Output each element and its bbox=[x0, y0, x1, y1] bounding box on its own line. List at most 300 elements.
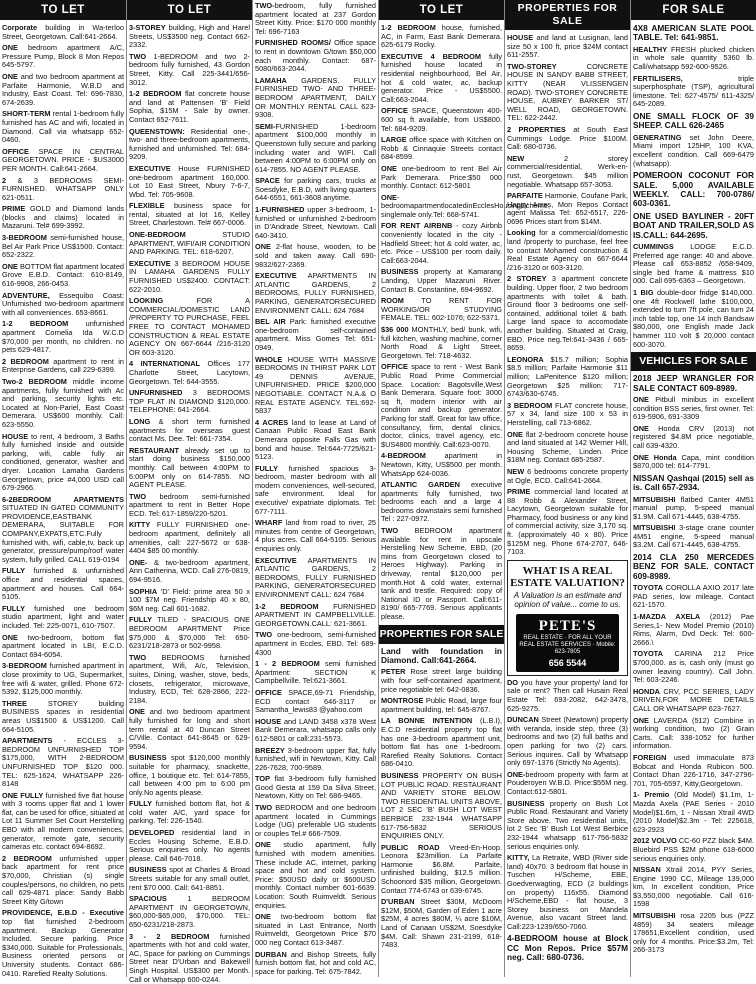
ad-body: business space for rental, situated at lot 16, Kelley Street, Charlestown. Tel# 667-0006. bbox=[129, 201, 250, 228]
ad-body: LAVERDA (512) Combine in working condition, two (2) Grain Carts. Call: 338-1052 for further information. bbox=[633, 715, 754, 751]
classified-ad bbox=[633, 584, 754, 610]
classified-ad bbox=[2, 737, 124, 789]
classified-ad bbox=[129, 360, 250, 386]
ad-body: one-bedroom, semi-furnished apartment in Eccles, EBD. Tel: 689-4300 bbox=[255, 630, 376, 657]
ad-body: (2012) Pae Series,1- New Model Premio (2010) Rims, Alarm, Dvd Deck. Tel: 600-2666.\ bbox=[633, 612, 754, 647]
classified-ad bbox=[633, 171, 754, 209]
ad-body: land from road to river, 25 minutes from centre of Georgetown, 4 plus acres. Call 664-5105. Serious enquiries only. bbox=[255, 518, 376, 554]
ad-lead: SPACE bbox=[255, 176, 280, 186]
ad-body: Rose street large building with four self-contained apartment, price negotiable tel: 642-0836. bbox=[381, 667, 502, 694]
ad-body: BEDROOM and one bedroom apartment located in Cummings Lodge (UG) preferable UG students or couples Tel.# 666-7509. bbox=[255, 803, 376, 838]
ad-lead: DO bbox=[507, 677, 519, 687]
ad-lead: 4 ACRES bbox=[255, 417, 289, 427]
ad-lead: ONE bbox=[255, 840, 271, 850]
ad-lead: FULLY bbox=[129, 799, 152, 809]
ad-lead: 2 bbox=[2, 175, 7, 185]
ad-lead: 2012 VOLVO bbox=[633, 836, 677, 846]
classified-ad bbox=[507, 679, 628, 713]
classified-ad bbox=[507, 800, 628, 852]
classified-ad bbox=[255, 660, 376, 686]
ad-body: TO RENT FOR WORKING/OR STUDYING FEMALE. TEL: 602-1076; 622-5371. bbox=[381, 296, 502, 323]
ad-body: flat 3-bedroom fully furnished Good Gesta at 159 Da Silva Street, Newtown, Kitty on Tel: 686-9465. bbox=[255, 774, 376, 801]
ad-body: & two-bedroom apartment, Ann Catherina, WCD. Call 276-0819, 694-9516. bbox=[129, 557, 250, 585]
ad-lead: ONE bbox=[381, 192, 397, 202]
ad-lead: Looking bbox=[507, 228, 536, 238]
ad-lead: TWO- bbox=[255, 1, 275, 10]
promo-logo bbox=[516, 614, 619, 672]
classified-ad bbox=[255, 177, 376, 203]
ad-lead: HOUSE bbox=[255, 716, 282, 726]
classified-ad bbox=[2, 292, 124, 318]
ad-lead: ONE bbox=[2, 261, 18, 271]
ad-body: upper 3-bedroom, 1-furnished or unfurnished 2-bedroom in D'Andrade Street, Newtown. Call 640-3410. bbox=[255, 205, 376, 240]
promo-phone: 656 5544 bbox=[548, 657, 587, 668]
ad-body: FURNISHED 1-bedroom apartment $100,000 monthly in Queenstown fully secure and parking including water and WIFI. Call between 4:00PM to 6:00PM only on 614-7855. NO AGENT PLEASE. bbox=[255, 121, 376, 174]
classified-ad bbox=[255, 718, 376, 744]
ad-lead: OFFICE bbox=[255, 687, 282, 697]
ad-body: 3-bedroom upper flat, fully furnished, wifi in Newtown, Kitty. Call 226-7628, 700-9589. bbox=[255, 745, 376, 772]
classified-ad bbox=[381, 452, 502, 478]
ad-lead: BUSINESS bbox=[381, 267, 419, 277]
classified-ad bbox=[255, 123, 376, 175]
classified-ad bbox=[507, 854, 628, 931]
classified-ad bbox=[633, 553, 754, 581]
ad-body: Xtrail 2014, PYY Series, Engine 1990 CC, Mileage 139,000 km, In excellent condition, Price $3,550,000 negotiable. Call 616-1598 bbox=[633, 865, 754, 909]
ad-lead: 4-BEDROOM house at Block CC Mon Repos. Price $57M neg. Call: 680-0736. bbox=[507, 933, 628, 963]
ad-lead: FOR RENT AIRBNB bbox=[381, 221, 453, 231]
ad-lead: ONE bbox=[255, 242, 271, 252]
ad-lead: LA BONNE INTENTION bbox=[381, 716, 473, 726]
real-estate-promo bbox=[507, 560, 628, 676]
classified-ad bbox=[129, 616, 250, 650]
ad-body: flatbed Canter 4M51 manual pump, 5-speed manual $1.9M. Call 671-4445, 638-4755. bbox=[633, 494, 754, 521]
ad-lead: PRIME bbox=[507, 487, 531, 497]
ad-body: one-bedroom to rent Bel Air Park Demerara. Price:$50 000 monthly. Contact: 612-5801 bbox=[381, 163, 502, 191]
ad-lead: TWO-STOREY bbox=[507, 61, 557, 71]
classified-ad bbox=[381, 668, 502, 694]
ad-lead: BUSINESS bbox=[129, 865, 167, 875]
ad-lead: 2018 JEEP WRANGLER FOR SALE CONTACT 609-8989. bbox=[633, 373, 754, 393]
ad-body: for parking cars, trucks at Soesdyke, E.B.D, with living quarters 644-6551, 661-3608 anytime. bbox=[255, 176, 376, 203]
classified-ad bbox=[2, 496, 124, 565]
classified-ad bbox=[129, 24, 250, 50]
classified-ad bbox=[633, 289, 754, 349]
ad-body: CRV, PCC SERIES, LADY DRIVEN,FOR MORE DETAILS CALL OR WHATSAPP 623-7627. bbox=[633, 686, 754, 713]
ad-lead: DURBAN bbox=[255, 949, 287, 959]
ad-body: rosa 2205 bus (PZZ 4859) 34 seaters mileage 178651,Excellent condition, used only for 4 months. Price:$3.2m, Tel: 266-3173 bbox=[633, 911, 754, 955]
ad-lead: KITTY bbox=[129, 520, 151, 530]
ad-lead: 1-2 BEDROOM bbox=[2, 319, 69, 329]
ad-lead: TWO bbox=[255, 803, 273, 813]
ad-lead: 3-BEDROOM bbox=[2, 233, 47, 243]
ad-list bbox=[255, 0, 376, 976]
ad-body: - cozy Airbnb conveniently located in the city - Hadfield Street; hot & cold water, ac, etc. Price - US$100 per room daily. Call:663-2044. bbox=[381, 221, 503, 265]
ad-lead: GENERATING bbox=[633, 132, 682, 142]
promo-brand: PETE'S bbox=[538, 617, 597, 634]
classified-ad bbox=[129, 53, 250, 87]
classified-ad bbox=[255, 465, 376, 517]
ad-lead: HONDA bbox=[633, 686, 660, 696]
ad-body: 3 BEDROOM HOUSE IN LAMAHA GARDENS FULLY FURNISHED US$2400. CONTACT: 622-2010. bbox=[129, 258, 250, 294]
ad-lead: FULLY bbox=[2, 603, 25, 613]
classified-ad bbox=[507, 488, 628, 557]
ad-lead: DUNCAN bbox=[507, 715, 539, 725]
ad-body: MONTHLY, bed/ bunk, wifi, full kitchen, washing machine, corner North Road & Light Street, Georgetown. Tel: 718-4632. bbox=[381, 325, 502, 360]
column-2-to-let bbox=[126, 0, 252, 984]
ad-lead: NISSAN Qashqai (2015) sell as is. Call 657-2934. bbox=[633, 472, 754, 493]
ad-body: building in Wa-terloo Street, Georgetown. Call:641-2664. bbox=[2, 23, 124, 41]
ad-lead: WHOLE bbox=[255, 354, 283, 364]
ad-body: LODGE E.C.D. Preferred age range: 40 and above. Please call 653-8852 /658-9409, single bed frame & mattress $10 000. Call 695-6363 – Georgetown. bbox=[633, 242, 754, 286]
ad-lead: 3 - 2 BEDROOM bbox=[129, 931, 210, 941]
ad-lead: ONE bbox=[633, 423, 649, 433]
ad-lead: ONE USED BAYLINER - 20FT BOAT AND TRAILER,SOLD AS IS.CALL: 644-2695. bbox=[633, 210, 754, 240]
ad-lead: ONE- bbox=[507, 769, 526, 779]
ad-lead: ONE-BEDROOM bbox=[129, 230, 186, 240]
ad-body: BEDROOM apartment available for rent in upscale Herstelling New Scheme, EBD, (20 mins from Georgetown closed to Heroes Highway). Parking in driveway, rental $120,000 per month.Hot & cold water, external tank and trestle. Required: copy of National ID or Passport. Call:611-8190/ 665-7769. Serious applicants please. bbox=[381, 526, 502, 621]
classified-ad bbox=[255, 243, 376, 269]
ad-lead: SEMI- bbox=[255, 121, 276, 131]
ad-lead: 4 INTERNATIONAL bbox=[129, 359, 201, 369]
ad-body: 2-flat house, wooden, to be sold and taken away. Call 690-9832/627-2369. bbox=[255, 242, 376, 269]
ad-lead: 1-2 BEDROOM bbox=[381, 23, 436, 32]
column-header: TO LET bbox=[127, 0, 252, 20]
column-5-properties bbox=[504, 0, 630, 977]
ad-lead: 2 PROPERTIES bbox=[507, 124, 566, 134]
ad-body: semi-furnished house, Bel Air Park Price US$1500. Contact: 652-2322. bbox=[2, 233, 124, 260]
ad-body: Offices 177 Charlotte Street, Lacytown, Georgetown. Tel: 644-3555. bbox=[129, 359, 250, 386]
ad-body: 1-BEDROOM and two 2-bedroom fully furnished, 43 Gordon Street, Kitty. Call 225-3441/656-3012. bbox=[129, 51, 250, 87]
classified-ad bbox=[255, 2, 376, 36]
ad-body: Park: furnished executive one-bedroom self-contained apartment. Miss Gomes Tel: 651-0949. bbox=[255, 317, 376, 352]
classified-ad bbox=[633, 75, 754, 109]
classified-ad bbox=[381, 844, 502, 896]
classified-ad bbox=[255, 804, 376, 838]
ad-lead: CUMMINGS bbox=[633, 242, 674, 251]
classified-ad bbox=[255, 747, 376, 773]
classified-ad bbox=[633, 524, 754, 550]
ad-lead: PROVIDENCE, E.B.D - Executive bbox=[2, 908, 124, 918]
ad-lead: HEALTHY bbox=[633, 44, 668, 54]
ad-body: -bedroomapartmentlocatedinEcclesHousingScheme, singlemale only.Tel: 668-5741. bbox=[381, 192, 550, 219]
ad-body: STUDIO APARTMENT, WIFI/AIR CONDITION AND PARKING. TEL: 618-6207. bbox=[129, 230, 250, 257]
classified-ad bbox=[255, 603, 376, 629]
ad-body: Harmonie, Coufane Park, Happy Acres, Mon Repos Contact agent Malissa Tel: 652-6517, 226-0696 Prices start from $14M. bbox=[507, 191, 628, 226]
ad-lead: FURNISHED ROOMS/ bbox=[255, 38, 331, 48]
ad-body: used immaculate 873 Bobcat and Honda Rubicon 500. Contact Dhan 226-1716, 347-2796-701, 705-6597, Kitty,Georgetown. bbox=[633, 752, 754, 788]
classified-ad bbox=[381, 363, 502, 449]
ad-body: Vreed-En-Hoop. Leonora $23million. La Parfaite Harmonie $6.8M. Parfaite, unfinished building, $12.5 million. Schoonord $35 million, Georgetown. Contact 774-6743 or 639-6745. bbox=[381, 842, 502, 895]
ad-body: property on Bush Lot Public Road. Restaurant and Variety Store above. Two residential units, lot 2 Sec 'B' Bush Lot West Berbice 232-1944 whatsapp 617-756-5832 serious enquiries only. bbox=[507, 798, 628, 851]
promo-question: WHAT IS A REAL ESTATE VALUATION? bbox=[510, 564, 625, 589]
ad-body: 3 apartment concrete building. Upper floor, 2 two bedroom apartments with toilet & bath. Ground floor 3 bedrooms one self-contained, additional toilet & bath. Large land space to accomodate another building. Situated at Craig, EBD. Price neg.Tel:641-3436 / 665-8659. bbox=[507, 274, 628, 353]
ad-body: property at Kamarang Landing, Upper Mazaruni River. Contact B. Constantine, 694-9692. bbox=[381, 267, 502, 294]
ad-lead: SPACIOUS bbox=[129, 894, 167, 904]
classified-ad bbox=[2, 792, 124, 852]
classified-ad bbox=[507, 63, 628, 123]
ad-lead: BEL AIR bbox=[255, 317, 286, 327]
ad-lead: 1-2 BEDROOM bbox=[255, 601, 319, 611]
ad-lead: ONE bbox=[129, 707, 145, 717]
classified-ad bbox=[129, 866, 250, 892]
ad-body: studio apartment, fully furnished with modern amenities. These include AC, internet, parking space and hot and cold system. Price: $50USD daily or $600USD monthly. Contact number 601-6639. Location: South Ruimveldt. Serious enquiries. bbox=[255, 840, 376, 910]
classified-ad bbox=[129, 447, 250, 490]
ad-lead: ROOM bbox=[381, 296, 404, 306]
ad-body: middle income apartments, fully furnished with Ac and parking, security lights etc. Located at Non-Pariel, East Coast Demerara. US$600 monthly. Call: 623-5550. bbox=[2, 376, 125, 429]
classified-ad bbox=[507, 192, 628, 226]
ad-body: HOUSE WITH MASSIVE BEDROOMS IN THIRST PARK LOT 49 DENNIS AVENUE, UNFURNISHED. PRICE $200,000 NEGOTIABLE. CONTACT N.A.& O REAL ESTATE AGENCY. TEL:692-5837 bbox=[255, 354, 376, 416]
ad-body: Street $30M, McDoom $12M, $50M, Garden of Eden 1 acre $25M, 4 acres $80M, ¼ acre $10M, Land of Canaan US$2M, Soesdyke $4M. Call: Shawn 231-2199, 618-7483. bbox=[381, 897, 502, 950]
ad-lead: MITSUBISHI bbox=[633, 494, 676, 504]
ad-body: La Retraite, WBD (River side land) 40x70. 3 bedroom flat house in Tuschen H/Scheme, EBE, Goedverwagting, ECD (2 buildings on property) 116x55. Diamond H/Scheme,EBD - flat house, 3 Storey business on Mandela Avenue, also vacant Street land. Call:223-1239/650-7060. bbox=[507, 853, 628, 931]
classified-ad bbox=[381, 165, 502, 191]
ad-lead: MITSUBISHI bbox=[633, 523, 676, 533]
ad-body: and Bishop Streets, fully furnish bottom flat, hot and cold AC, space for parking. Tel: 675-7842. bbox=[255, 949, 376, 976]
ad-body: furnished apartment in close proximity to UG, Supermarket, free wifi & water, grilled. Phone 672-5392, $125,000 monthly. bbox=[2, 661, 124, 697]
ad-lead: THREE bbox=[2, 698, 27, 708]
section-header-vehicles: VEHICLES FOR SALE bbox=[631, 352, 756, 371]
classified-ad bbox=[129, 521, 250, 555]
ad-body: House FURNISHED one-bedroom apartment 160,000. Lot 10 East Street, Nbury 7-6-7, Wbd. Tel: 705-9608. bbox=[129, 163, 250, 199]
classified-ad bbox=[381, 697, 502, 714]
ad-body: flat 2-bedroom concrete house and land situated at 142 Werner Hill, Housing Scheme, Linden. Price $18M neg. Contact 685-2587. bbox=[507, 429, 628, 465]
classified-ad bbox=[255, 519, 376, 553]
ad-body: bedroom semi-furnished apartment to rent in Better Hope ECD. Tel: 617-1859/220-5201. bbox=[129, 491, 250, 518]
ad-body: at South East Cummings Lodge. Price $100M. Call: 680-0736. bbox=[507, 124, 628, 152]
ad-body: and two bedroom apartment fully furnished for long and short term rental at 40 Duncan Street C/Ville. Contact 641-8645 or 629-9594. bbox=[129, 707, 250, 751]
ad-lead: POMEROON COCONUT FOR SALE. 5,000 AVAILABLE WEEKLY. CALL: 700-0786/ 603-0361. bbox=[633, 170, 754, 209]
ad-lead: WHARF bbox=[255, 518, 283, 528]
ad-lead: EXECUTIVE bbox=[255, 555, 297, 565]
classified-ad bbox=[507, 229, 628, 272]
ad-body: FRESH plucked chicken in whole sale quantity 5360 lb. Call/whatsapp 592-600-9526. bbox=[633, 44, 754, 71]
ad-body: furnished bottom flat, hot & cold water A/C, yard space for parking. Tel: 226-1540. bbox=[129, 799, 250, 826]
classified-ad bbox=[633, 374, 754, 393]
classified-ad bbox=[129, 895, 250, 929]
ad-body: FULLY FURNISHED one-bedroom apartment, definitely all amenities, call: 227-5672 or 638-4404 $85 00 monthly. bbox=[129, 520, 250, 556]
classified-ad bbox=[2, 73, 124, 107]
classified-ad bbox=[2, 358, 124, 375]
ad-lead: 4X8 AMERICAN SLATE POOL TABLE. Tel: 641-9851. bbox=[633, 23, 754, 43]
ad-lead: 6-2BEDROOM APARTMENTS bbox=[2, 494, 124, 504]
ad-body: two-bedroom bottom flat situated in Last Entrance, North Ruimveldt, Georgetown Price $70 000 neg Contact 613-3487. bbox=[255, 912, 376, 947]
ad-lead: 2 BEDROOM bbox=[2, 356, 49, 366]
classified-ad bbox=[255, 77, 376, 120]
ad-body: furnished & unfurnished office and residential spaces, apartment and houses. Call 664-5105. bbox=[2, 566, 124, 602]
ad-lead: ONE bbox=[633, 394, 649, 404]
classified-ad bbox=[255, 356, 376, 416]
ad-body: SPACE, Queenstown 400-600 sq ft available, from US$800. Tel: 684-9209. bbox=[381, 106, 502, 133]
column-header: PROPERTIES FOR SALE bbox=[505, 0, 630, 30]
ad-body: and land at Lusignan, land size 50 x 100 ft, price $24M contact 611-2557. bbox=[507, 33, 628, 60]
ad-lead: ONE bbox=[2, 71, 18, 81]
ad-lead: FERTILISERS, bbox=[633, 73, 683, 83]
ad-lead: FOREIGN bbox=[633, 752, 667, 762]
classified-ad bbox=[2, 605, 124, 631]
classified-ad bbox=[255, 557, 376, 600]
ad-lead: DEVELOPED bbox=[129, 828, 175, 838]
ad-lead: ONE bbox=[381, 163, 397, 173]
classified-ad bbox=[255, 913, 376, 947]
ad-lead: 3-STOREY bbox=[129, 23, 166, 32]
ad-lead: LOOKING bbox=[129, 296, 164, 306]
promo-brand-sub: REAL ESTATE · FOR ALL YOUR REAL ESTATE SERVICES · Mobile: 623-7805 bbox=[519, 634, 616, 655]
ad-lead: FULLY bbox=[255, 463, 278, 473]
classified-ad bbox=[129, 418, 250, 444]
ad-lead: BREEZY bbox=[255, 745, 285, 755]
ad-lead: ONE bbox=[2, 632, 18, 642]
ad-body: to rent, 4 bedroom, 3 Baths fully furnished inside and outside parking, wifi, cable fully air conditioned, generator, washer and dryer. Location Lamaha Gardens Georgetown, price #4,000 USD call 679-2966. bbox=[2, 431, 124, 493]
ad-body: executive apartments fully furnished, two bedrooms each and a large 4 bedrooms downstairs semi furnished Tel : 227-0972. bbox=[381, 480, 502, 524]
ad-body: (L.B.I), E.C.D residential property top flat has one 3-bedroom apartment unit, bottom flat has one 1-bedroom. Rarefied Realty Solutions. Contact 686-0410. bbox=[381, 716, 502, 769]
ad-body: SPACE IN CENTRAL GEORGETOWN. PRICE - $US3000 PER MONTH. Call:641-2664. bbox=[2, 146, 124, 173]
column-1-to-let bbox=[0, 0, 126, 977]
ad-body: top flat furnished 2-bedroom apartment. Backup Generator Included. Secure parking. Price $340,000. Suitable for Professionals, Business oriented persons or University students. Contact 686-0410. Rarefied Realty Solutions. bbox=[2, 917, 124, 978]
ad-body: and two bedroom apartment at Parfaite Harmonie, W.B.D and Industry, East Coast. Tel: 696-7830, 674-2639. bbox=[2, 71, 124, 107]
ad-body: & short term furnished apartments for overseas guest contact Ms. Dee. Tel: 661-7354. bbox=[129, 416, 250, 444]
classified-ad bbox=[381, 717, 502, 769]
ad-lead: Land with foundation in Diamond. Call:641-2664. bbox=[381, 645, 502, 665]
classified-ad bbox=[2, 24, 124, 41]
classified-ad bbox=[129, 708, 250, 751]
classified-ad bbox=[255, 689, 376, 715]
ad-body: 1 BEDROOM APARTMENT IN GEORGETOWN, $60,000-$65,000, $70,000. TEL: 650-6231/218-2873. bbox=[129, 894, 250, 929]
ad-body: SITUATED IN GATED COMMUNITY PROVIDENCE,EASTBANK DEMERARA, SUITABLE FOR COMPANY,EXPATS,ETC.Fully furnished with, wifi, cable,tv, back up generator, pressure/pump/roof water system, fully grilled. CALL 619-0194 bbox=[2, 503, 124, 564]
classified-ad bbox=[129, 90, 250, 124]
ad-body: GOLD and Diamond lands (blocks and claims) located in Mazaruni. Tel# 699-3992. bbox=[2, 204, 124, 231]
ad-body: APARTMENTS IN ATLANTIC GARDENS, 2 BEDROOMS, FULLY FURNISHED PARKING, GENERATORSECURED ENVIRONMENT CALL: 624 7684 bbox=[255, 555, 376, 599]
ad-body: COROLLA AXIO 2017 late PAD series, low mileage. Contact 621-1570. bbox=[633, 583, 754, 610]
ad-lead: EXECUTIVE bbox=[129, 163, 171, 173]
ad-body: (Old Model) $1.1m, 1- Mazda Axela (PAE Series - 2010 Model)$1.6m, 1 - Nissan Xtrail 4WD (2010 Model)$2.3m - Tel: 225618, 623-2923 bbox=[633, 790, 754, 834]
ad-lead: APARTMENTS bbox=[2, 736, 53, 746]
classified-ad bbox=[2, 634, 124, 660]
classified-ad bbox=[2, 110, 124, 144]
ad-lead: FLEXIBLE bbox=[129, 201, 165, 211]
classified-ad bbox=[129, 231, 250, 257]
classified-ad bbox=[2, 234, 124, 260]
classified-ad bbox=[633, 474, 754, 493]
classified-ad bbox=[633, 454, 754, 471]
ad-body: 3 BEDROOMS TOP FLAT IN DIAMOND $120,000. TELEPHONE: 641-2664. bbox=[129, 388, 250, 415]
ad-body: already set up to start doing business $150,000 monthly. Call between 4:00PM to 6:00PM only on 614-7855. NO AGENT PLEASE. bbox=[129, 445, 250, 490]
ad-lead: ADVENTURE, bbox=[2, 290, 50, 300]
classified-ad bbox=[2, 320, 124, 354]
ad-body: & 3 BEDROOMS SEMI-FURNISHED. WHATSAPP ONLY 621-0511. bbox=[2, 175, 124, 202]
classified-ad bbox=[633, 112, 754, 131]
classified-ad bbox=[507, 716, 628, 768]
ad-lead: LAMAHA bbox=[255, 75, 287, 85]
ad-body: Residential one-, two- and three-bedroom apartments, furnished and unfurnished. Tel: 684-9209. bbox=[129, 126, 250, 162]
classified-ad bbox=[2, 44, 124, 70]
classified-ad bbox=[2, 567, 124, 601]
ad-lead: LONG bbox=[129, 416, 151, 426]
classified-ad bbox=[633, 46, 754, 72]
ad-lead: EXECUTIVE bbox=[129, 258, 171, 268]
ad-lead: MONTROSE bbox=[381, 696, 424, 706]
classified-ad bbox=[2, 909, 124, 978]
ad-lead: UNFURNISHED bbox=[129, 388, 183, 398]
ad-lead: 2 BEDROOM bbox=[2, 853, 52, 863]
classified-ad bbox=[255, 775, 376, 801]
classified-ad bbox=[381, 527, 502, 622]
ad-body: $15.7 million; Sophia $8.5 million; Parfaite Harmonie $11 million; LaPenitence $120 million; Georgetown $25 million: 717-6743/630-6745. bbox=[507, 354, 628, 399]
classified-ad bbox=[507, 34, 628, 60]
classified-ad bbox=[255, 318, 376, 352]
classified-ad bbox=[129, 202, 250, 228]
classified-ad bbox=[2, 855, 124, 907]
ad-body: CC-60 PZZ black $4M. Bluebird PSS $2M phone 618-6000 serious enquiries only. bbox=[633, 836, 754, 863]
classified-ad bbox=[129, 260, 250, 294]
classified-ad bbox=[633, 24, 754, 43]
classified-ad bbox=[507, 275, 628, 352]
ad-lead: BUSINESS bbox=[129, 753, 167, 763]
ad-lead: ONE SMALL FLOCK OF 39 SHEEP. CALL 626-2465 bbox=[633, 110, 754, 131]
ad-body: two-bedroom, bottom flat apartment located in LBI, E.C.D. Contact 694-6054. bbox=[2, 632, 124, 659]
classified-ad bbox=[255, 419, 376, 462]
ad-lead: NEW bbox=[507, 153, 525, 163]
ad-body: 3-stage crane counter 4M51 engine, 5-speed manual $3.2M. Call 671-4445, 638-4755. bbox=[633, 523, 754, 550]
ad-lead: TWO bbox=[129, 51, 147, 61]
column-header: TO LET bbox=[0, 0, 126, 20]
ad-lead: 1 BIG bbox=[633, 287, 654, 297]
classified-ad bbox=[633, 396, 754, 422]
column-header: TO LET bbox=[379, 0, 504, 20]
ad-body: FOR A COMMERCIAL/DOMESTIC LAND /PROPERTY TO PURCHASE, FEEL FREE TO CONTACT MOHAMED CONSTRUCTION & REAL ESTATE AGENCY ON 667-6644 /216-3120 OR 603-3120. bbox=[129, 296, 250, 357]
ad-lead: HOUSE bbox=[507, 33, 534, 42]
ad-body: building, High and Harel Streets, US$3500 neg. Contact 662-2332. bbox=[129, 23, 250, 50]
ad-list bbox=[507, 34, 628, 557]
classified-ad bbox=[2, 205, 124, 231]
ad-lead: BUSINESS bbox=[507, 798, 545, 808]
classified-ad bbox=[633, 613, 754, 647]
ad-body: CARINA 212 Price $700,000. as is, cash only (must go owner leaving country). Call John. Tel: 603-2246. bbox=[633, 649, 754, 685]
classified-ad bbox=[633, 425, 754, 451]
classified-ad bbox=[129, 165, 250, 199]
ad-body: BOTTOM flat apartment located Grove E.B.D. Contact: 610-8149, 616-9908, 266-0453. bbox=[2, 261, 124, 289]
ad-body: furnished spacious 3-bedroom, master bedroom with all modern conveniences, well-secured, safe environment. Ideal for executive/ expatriate diplomats. Tel: 677-7111. bbox=[255, 463, 376, 516]
promo-tagline: A Valuation is an estimate and opinion of value... come to us. bbox=[513, 590, 622, 609]
classified-ad bbox=[129, 493, 250, 519]
ad-body: GARDENS. FULLY FURNISHED TWO- AND THREE-BEDROOM APARTMENT, DAILY OR MONTHLY RENTAL CALL 623-9308. bbox=[255, 75, 376, 120]
classified-ad bbox=[633, 791, 754, 834]
classified-ad bbox=[507, 934, 628, 962]
ad-lead: PETER bbox=[381, 667, 406, 677]
ad-body: Office space to rent in downtown G/town $50,000 each monthly. Contact: 687-5080/663-2044. bbox=[255, 38, 376, 74]
classified-ad bbox=[255, 272, 376, 315]
ad-list bbox=[381, 647, 502, 950]
ad-body: land to lease at Land of Canaan Public Road East Bank Demerara opposite Falls Gas with bond and house. Tel:644-7725/621-5123. bbox=[255, 417, 376, 462]
column-6-for-sale bbox=[630, 0, 756, 977]
classified-ad bbox=[381, 297, 502, 323]
classified-ad bbox=[129, 933, 250, 984]
ad-lead: SOPHIA bbox=[129, 586, 158, 596]
ad-lead: ONE bbox=[255, 912, 271, 922]
ad-lead: Corporate bbox=[2, 23, 38, 32]
ad-lead: NISSAN bbox=[633, 865, 661, 875]
section-header-properties: PROPERTIES FOR SALE bbox=[379, 625, 504, 644]
classified-ad bbox=[507, 468, 628, 485]
ad-body: FLAT concrete house, 57 x 34, land size 100 x 53 in Herstelling, call 713-6862. bbox=[507, 400, 628, 427]
classified-ad bbox=[381, 107, 502, 133]
ad-body: Public Road, large four apartment building, tel: 645-8767. bbox=[381, 696, 502, 714]
ad-lead: PRIME bbox=[2, 204, 26, 214]
classified-ad bbox=[381, 268, 502, 294]
ad-body: apartment in Newtown, Kitty, US$500 per month. WhatsApp 624-0036. bbox=[381, 451, 502, 478]
ad-body: furnished five flat house with 3 rooms upper flat and 1 lower flat, can be used for office, situated at Lot 11 Summer Set Court Herstelling EBD with all modern conveniences, generator, remote gate, security cameras etc. contact 694-8692. bbox=[2, 790, 124, 852]
classified-ad bbox=[129, 559, 250, 585]
ad-lead: SHORT-TERM bbox=[2, 109, 51, 119]
